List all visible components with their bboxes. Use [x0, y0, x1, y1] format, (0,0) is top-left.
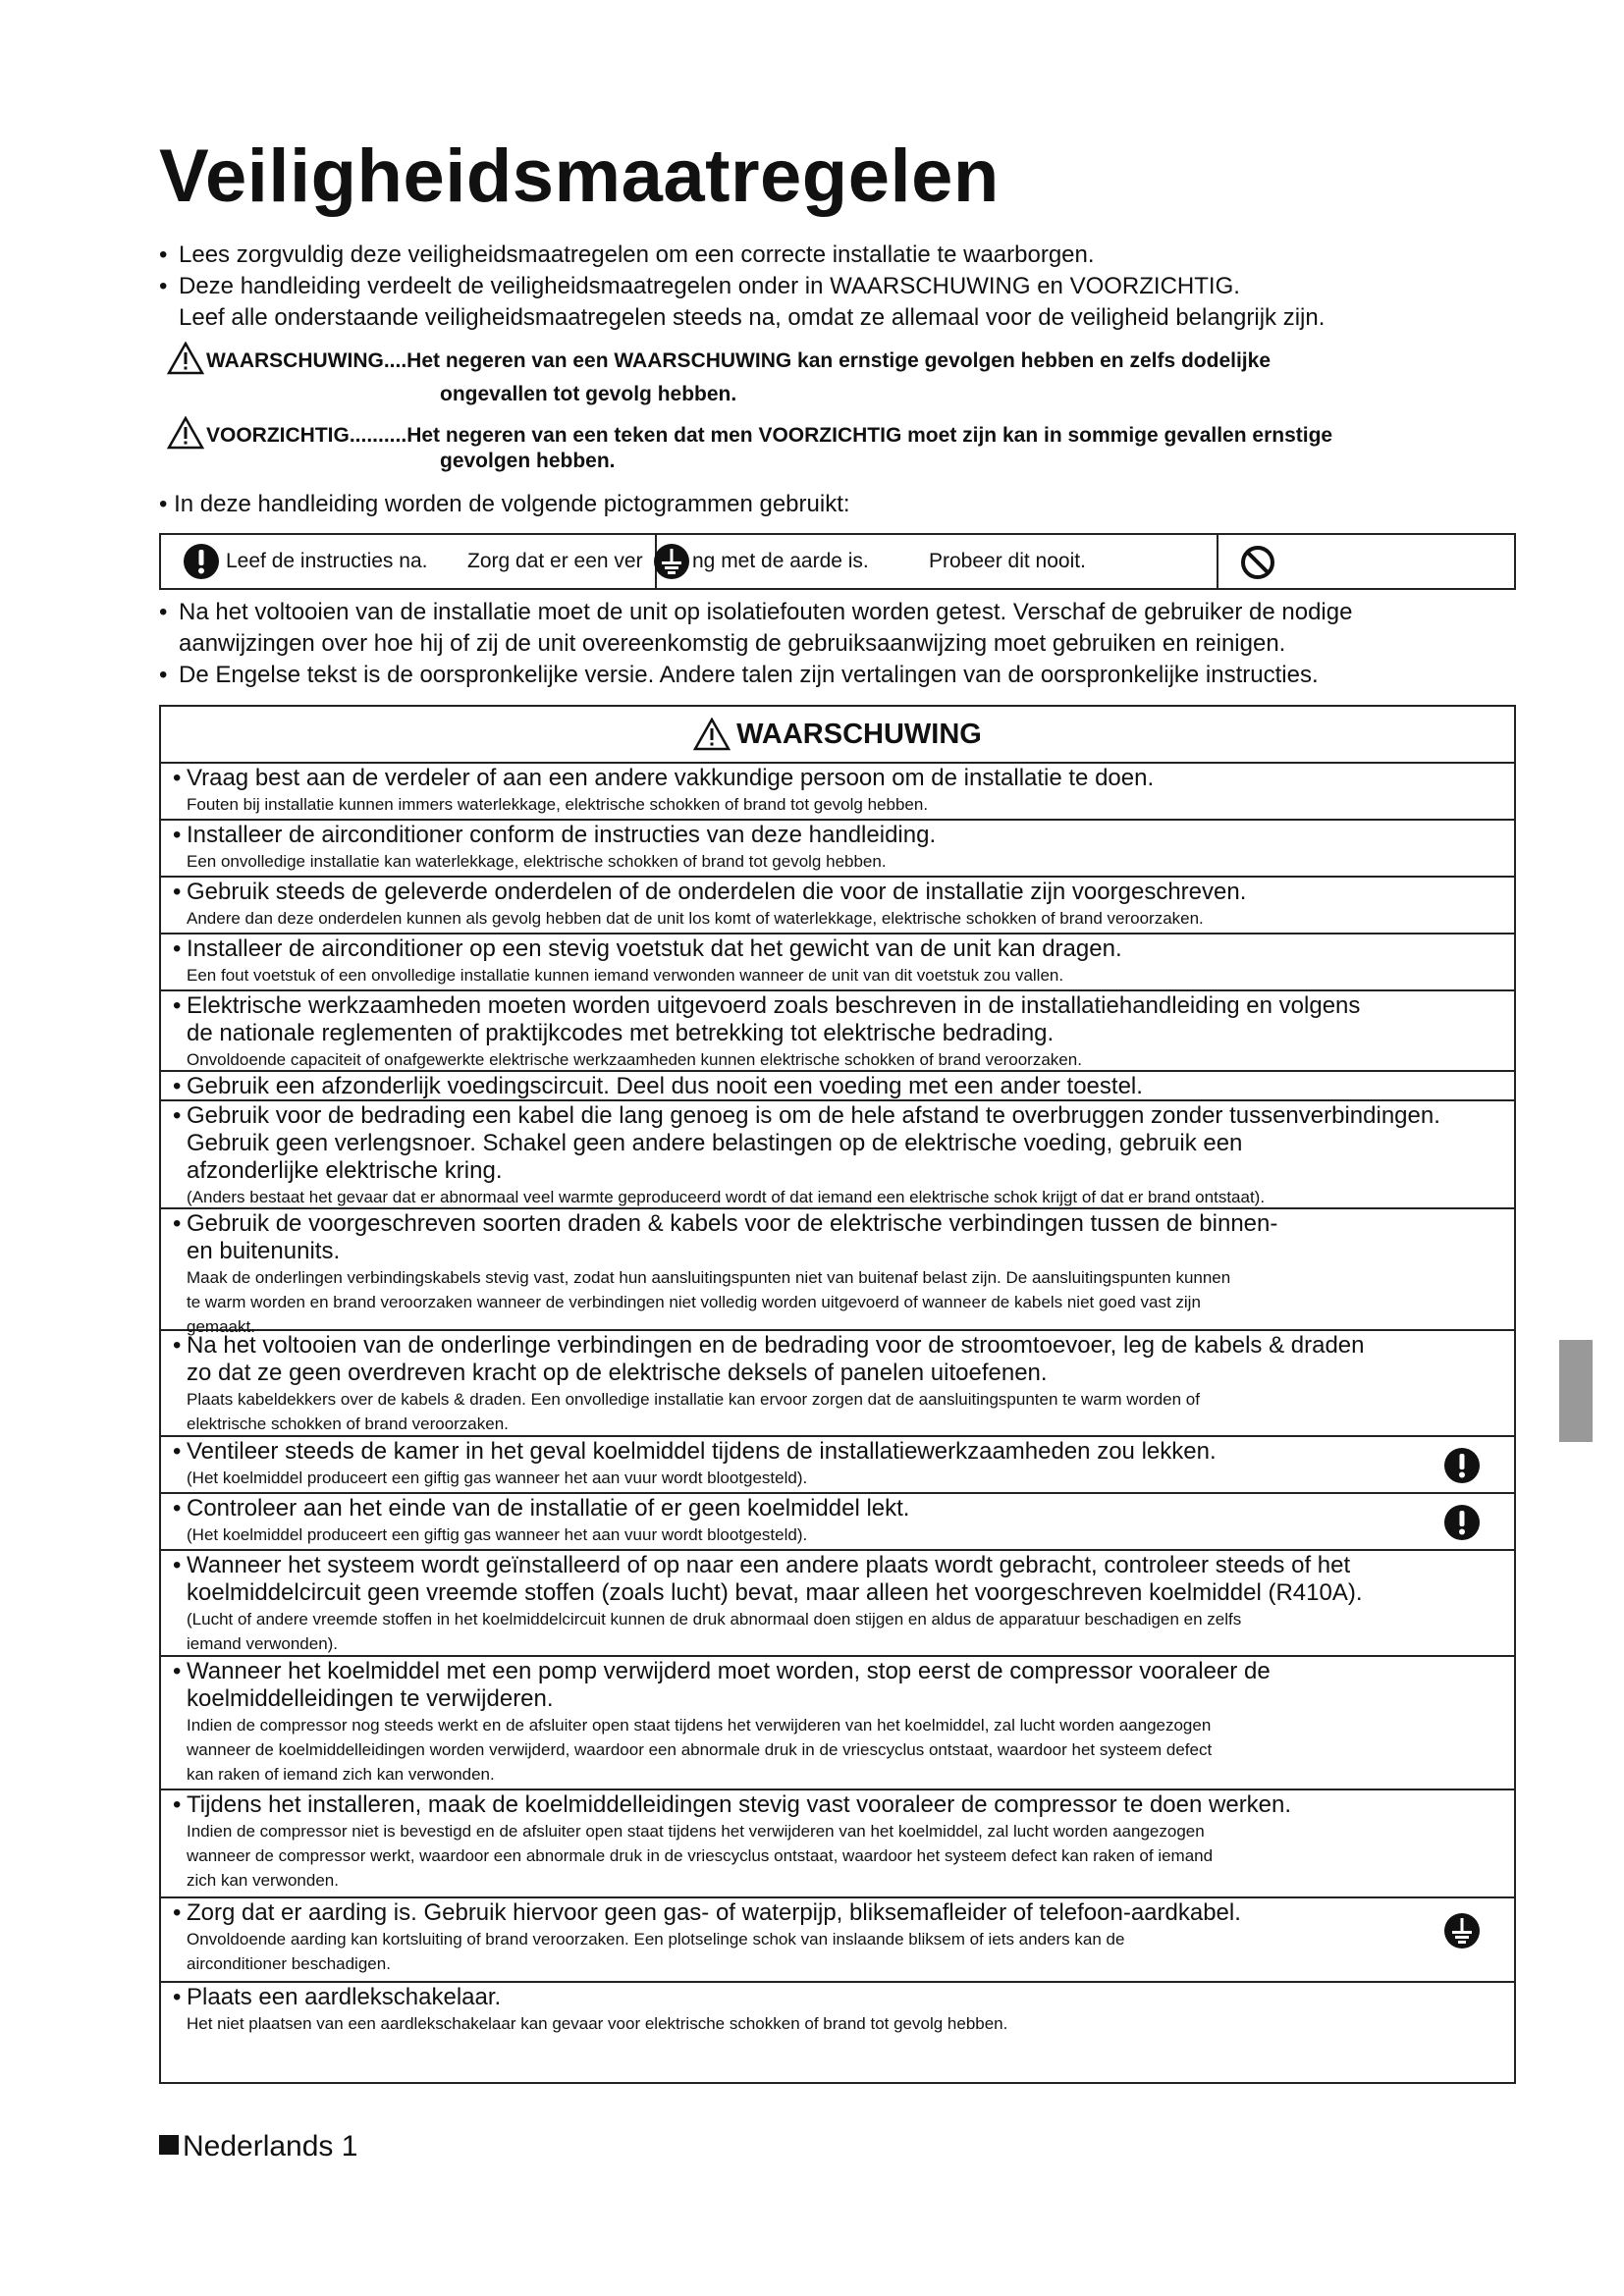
language-tab-marker: [1559, 1340, 1593, 1442]
caution-label: VOORZICHTIG..........: [206, 424, 407, 447]
warning-item: [161, 1072, 1514, 1101]
warning-item-detail: Indien de compressor niet is bevestigd en de afsluiter open staat tijdens het verwijderen van het koelmiddel, zal lucht worden aangezogen: [187, 1822, 1205, 1841]
warning-item-main: [173, 1658, 1494, 1713]
intro-text: [159, 240, 1514, 334]
mandatory-icon-wrap: [1443, 1447, 1481, 1489]
warning-item-main: [173, 992, 1494, 1047]
pictogram-cell-ground: [657, 535, 1218, 588]
note-2: • De Engelse tekst is de oorspronkelijke versie. Andere talen zijn vertalingen van de oorspronkelijke instructies.: [159, 660, 1524, 691]
ground-text-b: ng met de aarde is.: [692, 550, 869, 572]
warning-item-detail: gemaakt.: [187, 1317, 255, 1336]
warning-item-main-line: • Gebruik de voorgeschreven soorten draden & kabels voor de elektrische verbindingen tussen de binnen-: [187, 1210, 1278, 1237]
warning-item-main-line: • Installeer de airconditioner conform de instructies van deze handleiding.: [187, 822, 937, 848]
prohibition-icon: [1240, 545, 1275, 580]
warning-label: WAARSCHUWING....: [206, 349, 407, 372]
warning-item: [161, 934, 1514, 991]
mandatory-icon: [1443, 1504, 1481, 1541]
caution-triangle-icon: [167, 416, 204, 450]
warning-item-main: [173, 1791, 1494, 1819]
warning-item-main-line: • Gebruik voor de bedrading een kabel die lang genoeg is om de hele afstand te overbruggen zonder tussenverbindingen.: [187, 1102, 1440, 1129]
warning-item-main-line: • Elektrische werkzaamheden moeten worden uitgevoerd zoals beschreven in de installatiehandleiding en volgens: [187, 992, 1361, 1019]
warning-item-detail: Het niet plaatsen van een aardlekschakelaar kan gevaar voor elektrische schokken of brand tot gevolg hebben.: [187, 2014, 1008, 2033]
warning-item-detail: kan raken of iemand zich kan verwonden.: [187, 1765, 495, 1784]
warning-item-detail: airconditioner beschadigen.: [187, 1954, 391, 1973]
mandatory-icon: [183, 543, 220, 580]
follow-instructions-text: Leef de instructies na.: [226, 550, 428, 572]
warning-definition-text: Het negeren van een WAARSCHUWING kan ernstige gevolgen hebben en zelfs dodelijke: [406, 349, 1272, 372]
warning-item-main-line: zo dat ze geen overdreven kracht op de elektrische deksels of panelen uitoefenen.: [187, 1360, 1048, 1386]
warning-item-detail: iemand verwonden).: [187, 1634, 339, 1653]
ground-text-a: Zorg dat er een ver: [467, 550, 643, 572]
warning-item-main: [173, 1552, 1494, 1607]
note-1: • Na het voltooien van de installatie moet de unit op isolatiefouten worden getest. Verschaf de gebruiker de nodige aanwijzingen over hoe hij of zij de unit overeenkomstig de gebruiksaanwijzing moet gebruiken en reinigen.: [159, 597, 1524, 660]
warning-definition-text-2: ongevallen tot gevolg hebben.: [440, 383, 737, 405]
warning-item-detail: te warm worden en brand veroorzaken wanneer de verbindingen niet volledig worden uitgevoerd of wanneer de kabels niet goed vast zijn: [187, 1293, 1201, 1311]
warning-item-main-line: • Tijdens het installeren, maak de koelmiddelleidingen stevig vast vooraleer de compressor te doen werken.: [187, 1791, 1292, 1818]
ground-icon: [1443, 1912, 1481, 1949]
warning-item: [161, 1437, 1514, 1494]
warning-item-main-line: • Zorg dat er aarding is. Gebruik hiervoor geen gas- of waterpijp, bliksemafleider of telefoon-aardkabel.: [187, 1899, 1241, 1926]
warning-item: [161, 1790, 1514, 1898]
warning-item-main-line: • Na het voltooien van de onderlinge verbindingen en de bedrading voor de stroomtoevoer, leg de kabels & draden: [187, 1332, 1365, 1359]
prohibit-text: Probeer dit nooit.: [929, 550, 1086, 572]
intro-bullet-1: • Lees zorgvuldig deze veiligheidsmaatregelen om een correcte installatie te waarborgen.: [159, 240, 1514, 271]
warning-item: [161, 764, 1514, 821]
warning-item: [161, 1101, 1514, 1209]
warning-items: [161, 764, 1514, 2042]
warning-item-main-line: afzonderlijke elektrische kring.: [187, 1157, 503, 1184]
warning-item-main-line: • Installeer de airconditioner op een stevig voetstuk dat het gewicht van de unit kan dragen.: [187, 935, 1122, 962]
warning-item: [161, 1983, 1514, 2042]
warning-item-detail: Plaats kabeldekkers over de kabels & draden. Een onvolledige installatie kan ervoor zorgen dat de aansluitingspunten te warm worden of: [187, 1390, 1200, 1409]
warning-item-main: [173, 822, 1494, 849]
warning-item-main-line: • Ventileer steeds de kamer in het geval koelmiddel tijdens de installatiewerkzaamheden zou lekken.: [187, 1438, 1217, 1465]
pictogram-table: [159, 533, 1516, 590]
warning-item-main-line: • Wanneer het systeem wordt geïnstalleerd of op naar een andere plaats wordt gebracht, controleer steeds of het: [187, 1552, 1351, 1578]
warning-item-main: [173, 765, 1494, 792]
pictogram-cell-follow: [161, 535, 657, 588]
installation-notes: [159, 597, 1524, 691]
page-title: Veiligheidsmaatregelen: [159, 134, 1000, 218]
warning-item-main: [173, 1210, 1494, 1265]
warning-item-detail: wanneer de compressor werkt, waardoor een abnormale druk in de vriescyclus ontstaat, waardoor het systeem defect kan raken of iemand: [187, 1846, 1214, 1865]
intro-continuation: Leef alle onderstaande veiligheidsmaatregelen steeds na, omdat ze allemaal voor de veiligheid belangrijk zijn.: [179, 304, 1326, 331]
warning-item-detail: (Het koelmiddel produceert een giftig gas wanneer het aan vuur wordt blootgesteld).: [187, 1468, 808, 1487]
warning-box: [159, 705, 1516, 2084]
warning-item-main-line: koelmiddelcircuit geen vreemde stoffen (zoals lucht) bevat, maar alleen het voorgeschreven koelmiddel (R410A).: [187, 1579, 1363, 1606]
warning-item-main: [173, 1899, 1494, 1927]
warning-item-main: [173, 935, 1494, 963]
warning-item-detail: elektrische schokken of brand veroorzaken.: [187, 1415, 509, 1433]
warning-item-main-line: • Gebruik een afzonderlijk voedingscircuit. Deel dus nooit een voeding met een ander toestel.: [187, 1073, 1143, 1099]
warning-item-main: [173, 1332, 1494, 1387]
caution-definition-text: Het negeren van een teken dat men VOORZICHTIG moet zijn kan in sommige gevallen ernstige: [406, 424, 1333, 447]
mandatory-icon: [1443, 1447, 1481, 1484]
pictogram-cell-prohibit: [1218, 535, 1514, 588]
warning-item-detail: (Anders bestaat het gevaar dat er abnormaal veel warmte geproduceerd wordt of dat iemand een elektrische schok krijgt of dat er brand ontstaat).: [187, 1188, 1266, 1206]
warning-item-main-line: en buitenunits.: [187, 1238, 341, 1264]
warning-item-detail: (Het koelmiddel produceert een giftig gas wanneer het aan vuur wordt blootgesteld).: [187, 1525, 808, 1544]
mandatory-icon-wrap: [1443, 1504, 1481, 1546]
warning-item-detail: zich kan verwonden.: [187, 1871, 339, 1890]
page-footer: Nederlands 1: [159, 2130, 357, 2163]
warning-item-detail: Een fout voetstuk of een onvolledige installatie kunnen iemand verwonden wanneer de unit van dit voetstuk zou vallen.: [187, 966, 1064, 985]
warning-definition: [167, 342, 1271, 411]
warning-item: [161, 1551, 1514, 1657]
ground-icon-wrap: [1443, 1912, 1481, 1954]
warning-item-main: [173, 879, 1494, 906]
warning-item-detail: wanneer de koelmiddelleidingen worden verwijderd, waardoor een abnormale druk in de vriescyclus ontstaat, waardoor het systeem defect: [187, 1740, 1213, 1759]
warning-triangle-icon: [167, 342, 204, 375]
warning-item: [161, 1331, 1514, 1437]
warning-item: [161, 1494, 1514, 1551]
warning-item-detail: Maak de onderlingen verbindingskabels stevig vast, zodat hun aansluitingspunten niet van buitenaf belast zijn. De aansluitingspunten kunnen: [187, 1268, 1231, 1287]
warning-item-main-line: • Controleer aan het einde van de installatie of er geen koelmiddel lekt.: [187, 1495, 910, 1522]
intro-bullet-2: • Deze handleiding verdeelt de veiligheidsmaatregelen onder in WAARSCHUWING en VOORZICHTIG.: [159, 271, 1514, 302]
warning-item: [161, 878, 1514, 934]
warning-item-detail: Fouten bij installatie kunnen immers waterlekkage, elektrische schokken of brand tot gevolg hebben.: [187, 795, 929, 814]
warning-item-main-line: Gebruik geen verlengsnoer. Schakel geen andere belastingen op de elektrische voeding, gebruik een: [187, 1130, 1243, 1156]
caution-definition-text-2: gevolgen hebben.: [440, 450, 616, 472]
ground-icon: [653, 543, 690, 580]
warning-triangle-icon: [693, 718, 731, 751]
warning-item-main-line: koelmiddelleidingen te verwijderen.: [187, 1685, 554, 1712]
warning-item: [161, 1657, 1514, 1790]
warning-item-main: [173, 1984, 1494, 2011]
warning-item-main-line: • Gebruik steeds de geleverde onderdelen of de onderdelen die voor de installatie zijn voorgeschreven.: [187, 879, 1247, 905]
footer-square: [159, 2135, 179, 2155]
warning-item-main-line: de nationale reglementen of praktijkcodes met betrekking tot elektrische bedrading.: [187, 1020, 1055, 1046]
warning-item: [161, 821, 1514, 878]
warning-item-main: [173, 1438, 1494, 1466]
warning-item-main: [173, 1495, 1494, 1522]
warning-item-main-line: • Wanneer het koelmiddel met een pomp verwijderd moet worden, stop eerst de compressor vooraleer de: [187, 1658, 1271, 1684]
caution-definition: [167, 416, 1332, 478]
warning-item-main: [173, 1102, 1494, 1185]
warning-item-main-line: • Plaats een aardlekschakelaar.: [187, 1984, 502, 2010]
warning-item-detail: Een onvolledige installatie kan waterlekkage, elektrische schokken of brand tot gevolg hebben.: [187, 852, 887, 871]
warning-item-detail: Onvoldoende aarding kan kortsluiting of brand veroorzaken. Een plotselinge schok van inslaande bliksem of iets anders kan de: [187, 1930, 1125, 1949]
warning-item: [161, 1209, 1514, 1336]
warning-item: [161, 991, 1514, 1072]
warning-item-detail: Onvoldoende capaciteit of onafgewerkte elektrische werkzaamheden kunnen elektrische schokken of brand veroorzaken.: [187, 1050, 1082, 1069]
pictogram-intro: • In deze handleiding worden de volgende pictogrammen gebruikt:: [159, 491, 850, 517]
warning-item-detail: Andere dan deze onderdelen kunnen als gevolg hebben dat de unit los komt of waterlekkage, elektrische schokken of brand veroorzaken.: [187, 909, 1204, 928]
warning-item-main-line: • Vraag best aan de verdeler of aan een andere vakkundige persoon om de installatie te doen.: [187, 765, 1155, 791]
warning-item-detail: (Lucht of andere vreemde stoffen in het koelmiddelcircuit kunnen de druk abnormaal doen stijgen en aldus de apparatuur beschadigen en zelfs: [187, 1610, 1242, 1629]
warning-box-heading: WAARSCHUWING: [161, 707, 1514, 764]
warning-item-detail: Indien de compressor nog steeds werkt en de afsluiter open staat tijdens het verwijderen van het koelmiddel, zal lucht worden aangezogen: [187, 1716, 1212, 1735]
warning-item: [161, 1898, 1514, 1983]
warning-item-main: [173, 1073, 1494, 1100]
